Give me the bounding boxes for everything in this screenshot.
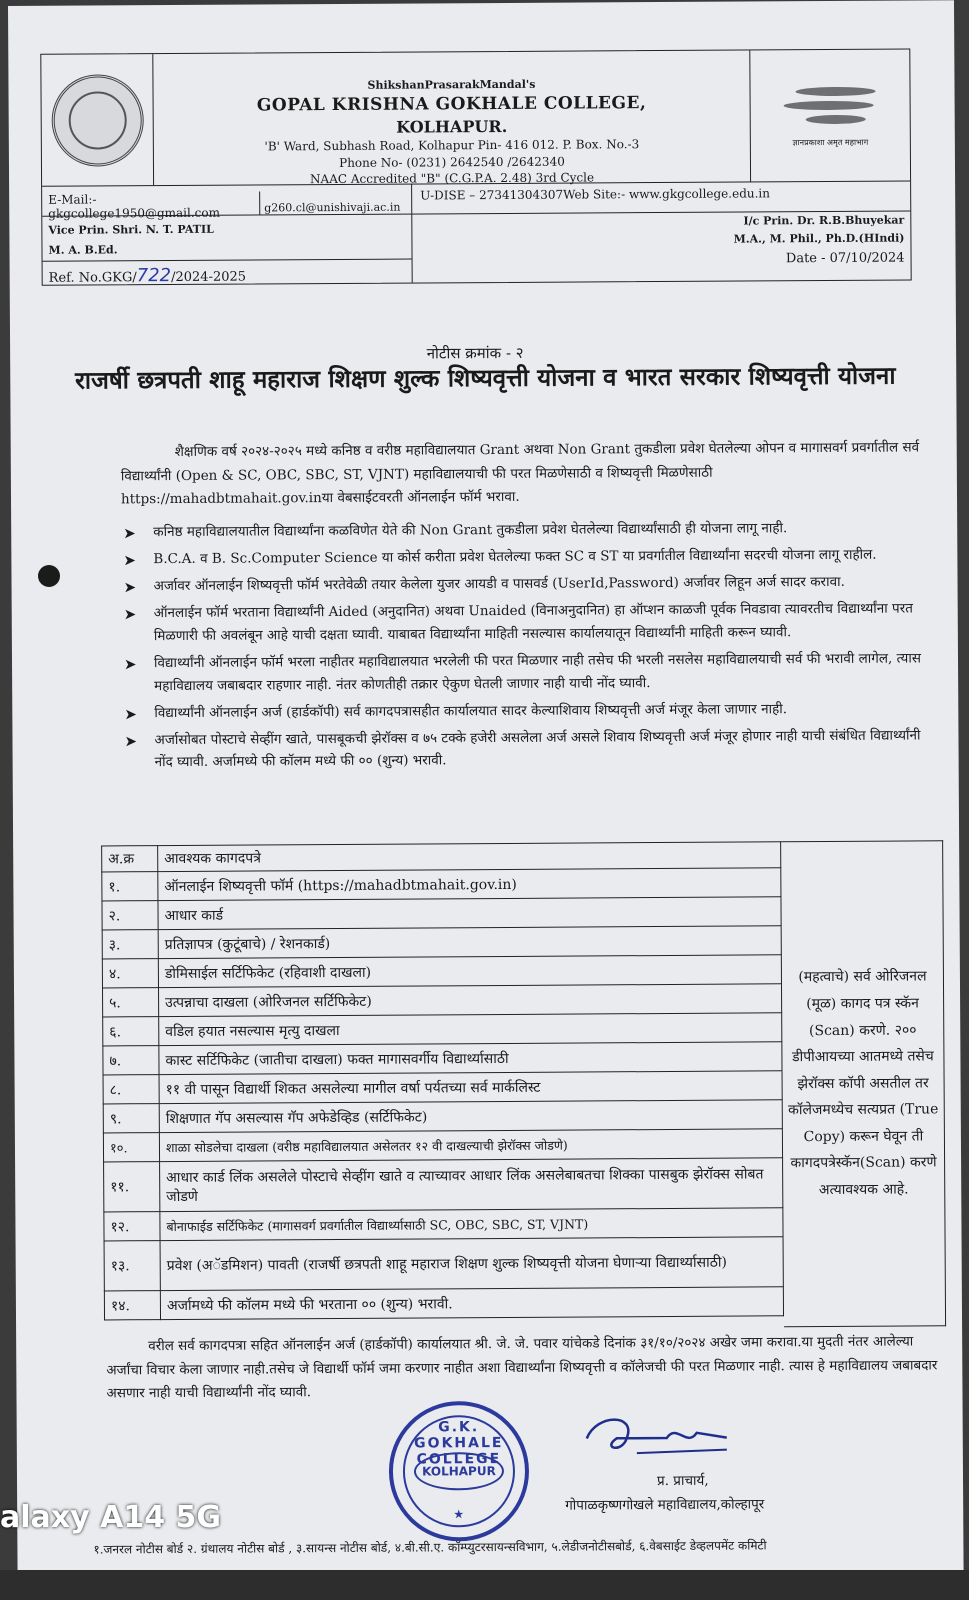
- college-city: KOLHAPUR.: [396, 116, 508, 137]
- column-header-serial: अ.क्र: [102, 846, 158, 872]
- naac-accreditation: NAAC Accredited "B" (C.G.P.A. 2.48) 3rd Cycle: [309, 170, 595, 186]
- reference-handwritten: 722: [136, 264, 172, 286]
- table-header-row: [102, 842, 781, 872]
- table-row: १३. प्रवेश (अॅडमिशन) पावती (राजर्षी छत्रपती शाहू महाराज शिक्षण शुल्क शिष्यवृत्ती योजना घेणाऱ्या विद्यार्थ्यासाठी): [104, 1237, 783, 1291]
- instruction-item: ➤ ऑनलाईन फॉर्म भरताना विद्यार्थ्यांनी Aided (अनुदानित) अथवा Unaided (विनाअनुदानित) हा ऑप्शन काळजी पूर्वक निवडावा त्यावरतीच विद्यार्थ्यांना परत मिळणारी फी अवलंबून आहे याची दक्षता घ्यावी. याबाबत विद्यार्थ्यांना माहिती नसल्यास कार्यालयातून विद्यार्थ्यांनी माहिती करून घ्यावी.: [124, 597, 924, 648]
- notice-number: नोटीस क्रमांक - २: [426, 343, 524, 363]
- udise-website: U-DISE – 27341304307Web Site:- www.gkgcollege.edu.in: [420, 186, 771, 203]
- instruction-item: ➤ अर्जासोबत पोस्टाचे सेव्हींग खाते, पासबूकची झेरॉक्स व ७५ टक्के हजेरी असलेला अर्ज असले शिवाय शिष्यवृत्ती अर्ज मंजूर होणार नाही याची संबंधित विद्यार्थ्यांनी नोंद घ्यावी. अर्जामध्ये फी कॉलम मध्ये फी ०० (शुन्य) भरावी.: [124, 724, 924, 775]
- instruction-item: ➤ अर्जावर ऑनलाईन शिष्यवृत्ती फॉर्म भरतेवेळी तयार केलेला युजर आयडी व पासवर्ड (UserId,Password) अर्जावर लिहून अर्ज सादर करावा.: [123, 570, 923, 598]
- principal-title: प्र. प्राचार्य,: [656, 1472, 709, 1490]
- distribution-footer: १.जनरल नोटीस बोर्ड २. ग्रंथालय नोटीस बोर्ड , ३.सायन्स नोटीस बोर्ड, ४.बी.सी.ए. कॉम्प्युटरसायन्सविभाग, ५.लेडीजनोटीसबोर्ड, ६.वेबसाईट डेव्हलपमेंट कमिटी: [93, 1538, 767, 1557]
- notice-title: राजर्षी छत्रपती शाहू महाराज शिक्षण शुल्क शिष्यवृत्ती योजना व भारत सरकार शिष्यवृत्ती योजना: [74, 360, 896, 395]
- society-name: ShikshanPrasarakMandal's: [367, 77, 536, 92]
- table-row: ९. शिक्षणात गॅप असल्यास गॅप अफेडेव्हिड (सर्टिफिकेट): [103, 1100, 782, 1133]
- principal-organization: गोपाळकृष्णगोखले महाविद्यालय,कोल्हापूर: [565, 1496, 765, 1514]
- college-stamp-icon: G.K. GOKHALE COLLEGE KOLHAPUR ★: [389, 1401, 530, 1542]
- table-row: ५. उत्पन्नाचा दाखला (ओरिजनल सर्टिफिकेट): [103, 984, 782, 1017]
- documents-table: [101, 841, 784, 1320]
- table-row: १. ऑनलाईन शिष्यवृत्ती फॉर्म (https://mahadbtmahait.gov.in): [102, 868, 781, 901]
- stamp-college-text: G.K. GOKHALE COLLEGE: [414, 1419, 504, 1468]
- instruction-item: ➤ विद्यार्थ्यांनी ऑनलाईन अर्ज (हार्डकॉपी) सर्व कागदपत्रासहीत कार्यालयात सादर केल्याशिवाय शिष्यवृत्ती अर्ज मंजूर केला जाणार नाही.: [124, 697, 924, 725]
- letterhead-title-block: [153, 50, 750, 185]
- vice-principal-name: Vice Prin. Shri. N. T. PATIL: [48, 222, 214, 237]
- table-row: ८. ११ वी पासून विद्यार्थी शिकत असलेल्या मागील वर्षा पर्यतच्या सर्व मार्कलिस्ट: [103, 1071, 782, 1104]
- table-row: ३. प्रतिज्ञापत्र (कुटूंबाचे) / रेशनकार्ड): [102, 926, 781, 959]
- closing-paragraph: वरील सर्व कागदपत्रा सहित ऑनलाईन अर्ज (हार्डकॉपी) कार्यालयात श्री. जे. जे. पवार यांचेकडे दिनांक ३१/१०/२०२४ अखेर जमा करावा.या मुदती नंतर आलेल्या अर्जांचा विचार केला जाणार नाही.तसेच जे विद्यार्थी फॉर्म जमा करणार नाहीत अशा विद्यार्थ्यांना शिष्यवृत्ती व कॉलेजची फी परत मिळणार नाही. त्यास हे महाविद्यालय जबाबदार असणार नाही याची विद्यार्थ्यांनी नोंद घ्यावी.: [106, 1333, 938, 1402]
- table-row: १४. अर्जामध्ये फी कॉलम मध्ये फी भरताना ०० (शुन्य) भरावी.: [104, 1287, 783, 1320]
- instruction-item: ➤ कनिष्ठ महाविद्यालयातील विद्यार्थ्यांना कळविणेत येते की Non Grant तुकडीला प्रवेश घेतलेल्या विद्यार्थ्यांसाठी ही योजना लागू नाही.: [123, 516, 923, 544]
- notice-intro: शैक्षणिक वर्ष २०२४-२०२५ मध्ये कनिष्ठ व वरीष्ठ महाविद्यालयात Grant अथवा Non Grant तुकडीला प्रवेश घेतलेल्या ओपन व मागासवर्ग प्रवर्गातील सर्व विद्यार्थ्यांनी (Open & SC, OBC, SBC, ST, VJNT) महाविद्यालयाची फी परत मिळणेसाठी व शिष्यवृत्ती मिळणेसाठी https://mahadbtmahait.gov.inया वेबसाईटवरती ऑनलाईन फॉर्म भरावा.: [120, 439, 920, 508]
- camera-watermark: alaxy A14 5G: [0, 1500, 222, 1535]
- table-row: ११. आधार कार्ड लिंक असलेले पोस्टाचे सेव्हींग खाते व त्याच्यावर आधार लिंक असलेबाबतचा शिक्का पासबुक झेरॉक्स सोबत जोडणे: [104, 1158, 783, 1212]
- instruction-list: [123, 516, 925, 778]
- table-row: ६. वडिल हयात नसल्यास मृत्यु दाखला: [103, 1013, 782, 1046]
- college-name: GOPAL KRISHNA GOKHALE COLLEGE,: [256, 92, 647, 116]
- email-secondary: g260.cl@unishivaji.ac.in: [264, 200, 401, 215]
- column-header-document: आवश्यक कागदपत्रे: [158, 842, 781, 872]
- letterhead: [40, 48, 911, 285]
- college-logo: [749, 49, 910, 181]
- table-row: १०. शाळा सोडलेचा दाखला (वरीष्ठ महाविद्यालयात असेलतर १२ वी दाखल्याची झेरॉक्स जोडणे): [103, 1129, 782, 1162]
- email-primary: E-Mail:- gkgcollege1950@gmail.com: [48, 191, 260, 215]
- punch-hole: [38, 565, 60, 587]
- college-phone: Phone No- (0231) 2642540 /2642340: [339, 154, 565, 170]
- logo-tagline: ज्ञानप्रकाशा अमृत महाभाग: [792, 137, 869, 148]
- logo-swoosh-icon: [775, 83, 885, 130]
- instruction-item: ➤ विद्यार्थ्यांनी ऑनलाईन फॉर्म भरला नाहीतर महाविद्यालयात भरलेली फी परत मिळणार नाही तसेच फी भरली नसलेस महाविद्यालयाची सर्व फी भरावी लागेल, त्यास महाविद्यालय जबाबदार राहणार नाही. नंतर कोणतीही तक्रार ऐकुण घेतली जाणार नाही याची नोंद घ्यावी.: [124, 647, 924, 698]
- college-address: 'B' Ward, Subhash Road, Kolhapur Pin- 416 012. P. Box. No.-3: [264, 137, 640, 154]
- notice-date: Date - 07/10/2024: [785, 250, 905, 267]
- reference-number: Ref. No.GKG/722/2024-2025: [43, 258, 412, 290]
- vice-principal-qualification: M. A. B.Ed.: [48, 243, 118, 257]
- notice-paper: [8, 0, 964, 1581]
- principal-name: I/c Prin. Dr. R.B.Bhuyekar: [743, 213, 905, 228]
- table-row: ७. कास्ट सर्टिफिकेट (जातीचा दाखला) फक्त मागासवर्गीय विद्यार्थ्यासाठी: [103, 1042, 782, 1075]
- college-seal-icon: [41, 54, 154, 186]
- table-row: २. आधार कार्ड: [102, 897, 781, 930]
- principal-sign-block: [565, 1468, 965, 1518]
- stamp-city-text: KOLHAPUR: [414, 1452, 504, 1491]
- photo-edge: [0, 1570, 969, 1600]
- table-row: १२. बोनाफाईड सर्टिफिकेट (मागासवर्ग प्रवर्गातील विद्यार्थ्यासाठी SC, OBC, SBC, ST, VJNT): [104, 1208, 783, 1241]
- table-row: ४. डोमिसाईल सर्टिफिकेट (रहिवाशी दाखला): [102, 955, 781, 988]
- important-scan-note: (महत्वाचे) सर्व ओरिजनल (मूळ) कागद पत्र स्कॅन (Scan) करणे. २०० डीपीआयच्या आतमध्ये तसेच झेरॉक्स कॉपी असतील तर कॉलेजमध्येच सत्यप्रत (True Copy) करून घेवून ती कागदपत्रेस्कॅन(Scan) करणे अत्यावश्यक आहे.: [781, 840, 946, 1327]
- instruction-item: ➤ B.C.A. व B. Sc.Computer Science या कोर्स करीता प्रवेश घेतलेल्या फक्त SC व ST या प्रवर्गातील विद्यार्थ्यांना सदरची योजना लागू राहील.: [123, 543, 923, 571]
- principal-qualification: M.A., M. Phil., Ph.D.(HIndi): [733, 231, 905, 246]
- principal-signature-icon: [577, 1408, 737, 1469]
